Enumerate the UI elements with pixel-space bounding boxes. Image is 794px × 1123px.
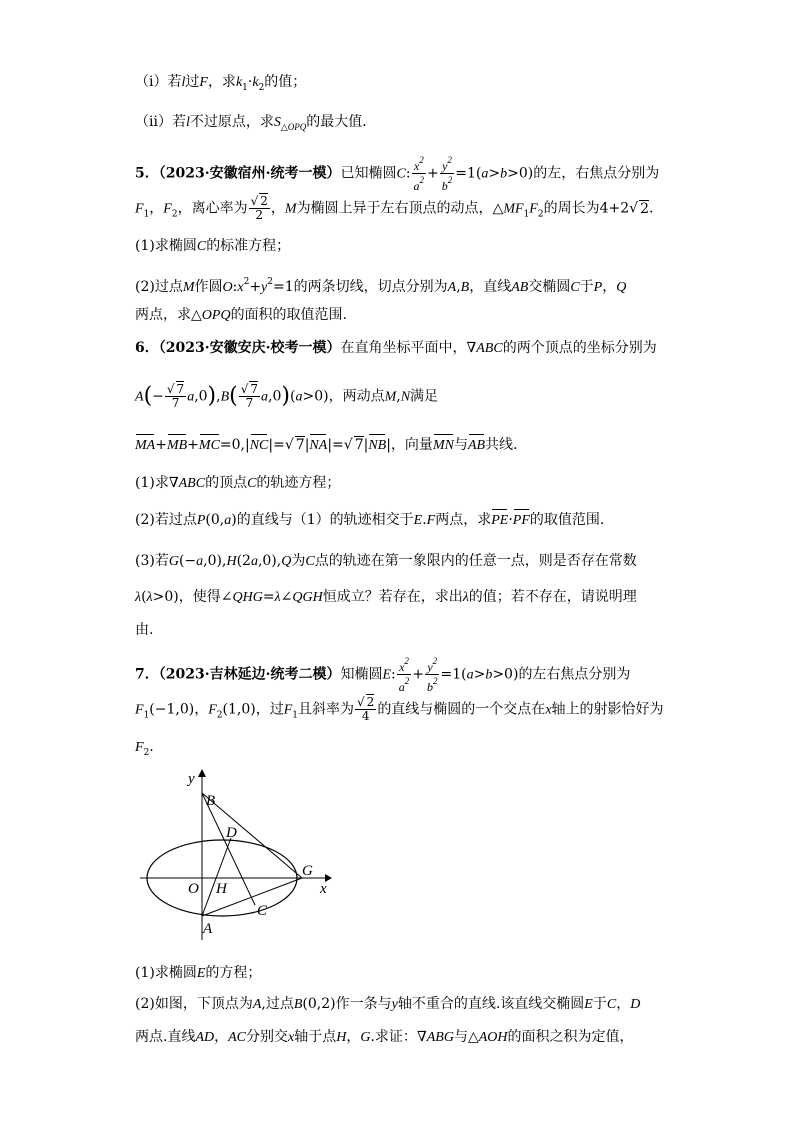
svg-text:C: C — [257, 903, 268, 919]
question-6-part2: (2)若过点P(0,a)的直线与（1）的轨迹相交于E.F两点，求PE·PF的取值范围. — [135, 510, 604, 531]
question-6-header: 6．（2023·安徽安庆·校考一模）在直角坐标平面中，∇ABC的两个顶点的坐标分别为 — [135, 340, 657, 356]
question-6-part1: (1)求∇ABC的顶点C的轨迹方程； — [135, 475, 341, 491]
svg-text:x: x — [320, 881, 327, 897]
question-6-part3: (3)若G(−a,0),H(2a,0),Q为C点的轨迹在第一象限内的任意一点，则是否存在常数 — [135, 553, 637, 569]
question-6-line3: MA+MB+MC=0,|NC|=√ 7|NA|=√ 7|NB|，向量MN与AB共线. — [135, 435, 518, 456]
question-5-part1: (1)求椭圆C的标准方程； — [135, 238, 291, 254]
question-7-header: 7．（2023·吉林延边·统考二模）知椭圆E: $\frac{x^2}{a^2}$ + $\frac{y^2}{b^2}$ =1(a>b>0)的左右焦点分别为 — [135, 656, 631, 694]
ellipse-figure — [130, 765, 340, 945]
svg-text:O: O — [188, 881, 199, 897]
question-6-part3-end: 由. — [135, 622, 154, 638]
svg-text:A: A — [203, 921, 213, 937]
svg-text:y: y — [188, 771, 195, 787]
question-5-part2: (2)过点M作圆$O:x^2+y^2=1$的两条切线，切点分别为A,B，直线AB交椭圆C于P，Q — [135, 277, 627, 295]
subquestion-i: （ⅰ）若l过F，求$k_1\cdot k_2$的值； — [135, 74, 307, 93]
question-7-part1: (1)求椭圆E的方程； — [135, 965, 262, 981]
question-6-line2: A(− $\frac{√ 7}{7}$ a,0),B( $\frac{√ 7}{7}$ a,0)(a>0)，两动点M,N满足 — [135, 382, 439, 410]
question-7-part2-cont: 两点.直线AD，AC分别交x轴于点H，G.求证：∇ABG与△AOH的面积之积为定值， — [135, 1029, 634, 1045]
svg-text:G: G — [302, 863, 313, 879]
svg-text:D: D — [226, 825, 237, 841]
svg-text:H: H — [216, 881, 227, 897]
question-7-line2: $F_1(-1,0)$，$F_2(1,0)$，过$F_1$且斜率为 $\frac{√ 2}{4}$ 的直线与椭圆的一个交点在x轴上的射影恰好为 — [135, 695, 664, 723]
question-6-part3-cont: λ(λ>0)，使得∠QHG=λ∠QGH恒成立？若存在，求出λ的值；若不存在，请说明理 — [135, 589, 637, 605]
question-7-part2: (2)如图，下顶点为A,过点B(0,2)作一条与y轴不重合的直线.该直线交椭圆E于C，D — [135, 996, 641, 1012]
question-7-line3: $F_2$. — [135, 739, 154, 758]
question-5-header: 5．（2023·安徽宿州·统考一模）已知椭圆C: $\frac{x^2}{a^2}$ + $\frac{y^2}{b^2}$ =1(a>b>0)的左，右焦点分别为 — [135, 155, 660, 193]
svg-text:B: B — [206, 793, 216, 809]
question-5-line2: $F_1$，$F_2$，离心率为 $\frac{√ 2}{2}$ ，M为椭圆上异于左右顶点的动点，$\triangle MF_1F_2$的周长为4+2√ 2. — [135, 194, 654, 222]
subquestion-ii: （ⅱ）若l不过原点，求$S_{\triangle OPQ}$的最大值． — [135, 114, 377, 132]
question-5-part2-cont: 两点，求△OPQ的面积的取值范围. — [135, 307, 348, 323]
